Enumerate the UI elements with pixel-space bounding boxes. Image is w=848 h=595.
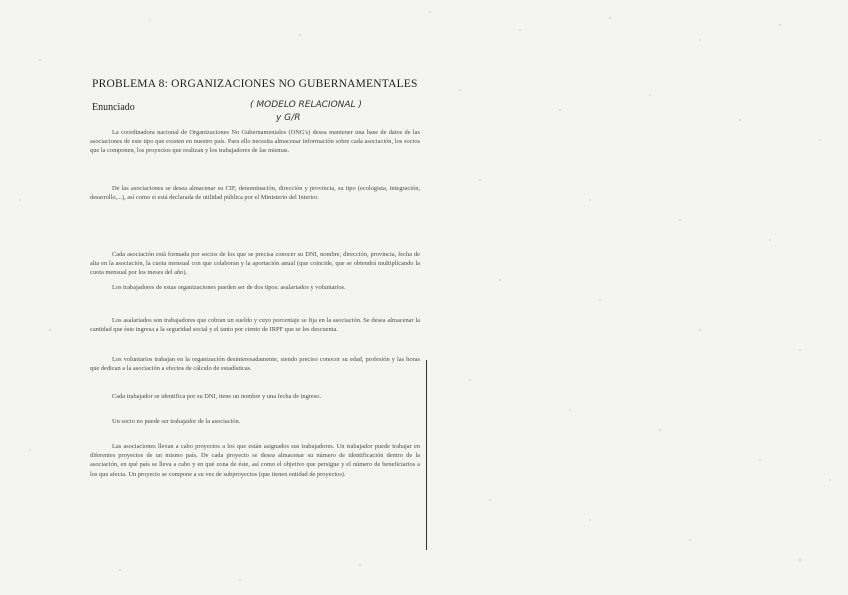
paragraph-4: Los trabajadores de estas organizaciones pueden ser de dos tipos: asalariados y voluntarios. <box>112 284 346 291</box>
paragraph-3: Cada asociación está formada por socios de los que se precisa conocer su DNI, nombre, dirección, provincia, fecha de alta en la asociación, la cuota mensual con que colaboran y la aportación anual (que coincide, que se obtendrá multiplicando la cuota mensual por los meses del año). <box>90 251 420 277</box>
margin-rule <box>426 360 427 550</box>
document-title: PROBLEMA 8: ORGANIZACIONES NO GUBERNAMENTALES <box>92 78 418 90</box>
paragraph-6: Los voluntarios trabajan en la organización desinteresadamente, siendo preciso conocer su edad, profesión y las horas que dedican a la asociación a efectos de cálculo de estadísticas. <box>90 356 420 373</box>
paragraph-1: La coordinadora nacional de Organizaciones No Gubernamentales (ONG's) desea mantener una base de datos de las asociaciones de este tipo que existen en nuestro país. Para ello necesita almacenar información sobre cada asociación, los socios que la componen, los proyectos que realizan y los trabajadores de las mismas. <box>90 129 420 155</box>
paragraph-9: Las asociaciones llevan a cabo proyectos a los que están asignados sus trabajadores. Un trabajador puede trabajar en diferentes proyectos de un mismo país. De cada proyecto se desea almacenar su número de identificación dentro de la asociación, en qué país se lleva a cabo y en qué zona de éste, así como el objetivo que persigue y el número de beneficiarios a los que afecta. Un proyecto se compone a su vez de subproyectos (que tienen entidad de proyectos). <box>90 443 420 478</box>
paragraph-5: Los asalariados son trabajadores que cobran un sueldo y cuyo porcentaje se fija en la asociación. Se desea almacenar la cantidad que éste ingresa a la seguridad social y el tanto por ciento de IRPF que se les descuenta. <box>90 317 420 334</box>
handwritten-annotation-2: y G/R <box>276 113 301 123</box>
paragraph-7: Cada trabajador se identifica por su DNI, tiene un nombre y una fecha de ingreso. <box>112 393 322 400</box>
handwritten-annotation: ( MODELO RELACIONAL ) <box>250 100 362 110</box>
paragraph-2: De las asociaciones se desea almacenar su CIF, denominación, dirección y provincia, su tipo (ecologista, integración, desarrollo,...), así como si está declarada de utilidad pública por el Ministerio del Interior. <box>90 185 420 202</box>
paragraph-8: Un socio no puede ser trabajador de la asociación. <box>112 418 241 425</box>
section-heading: Enunciado <box>92 102 135 113</box>
document-page <box>80 70 432 550</box>
